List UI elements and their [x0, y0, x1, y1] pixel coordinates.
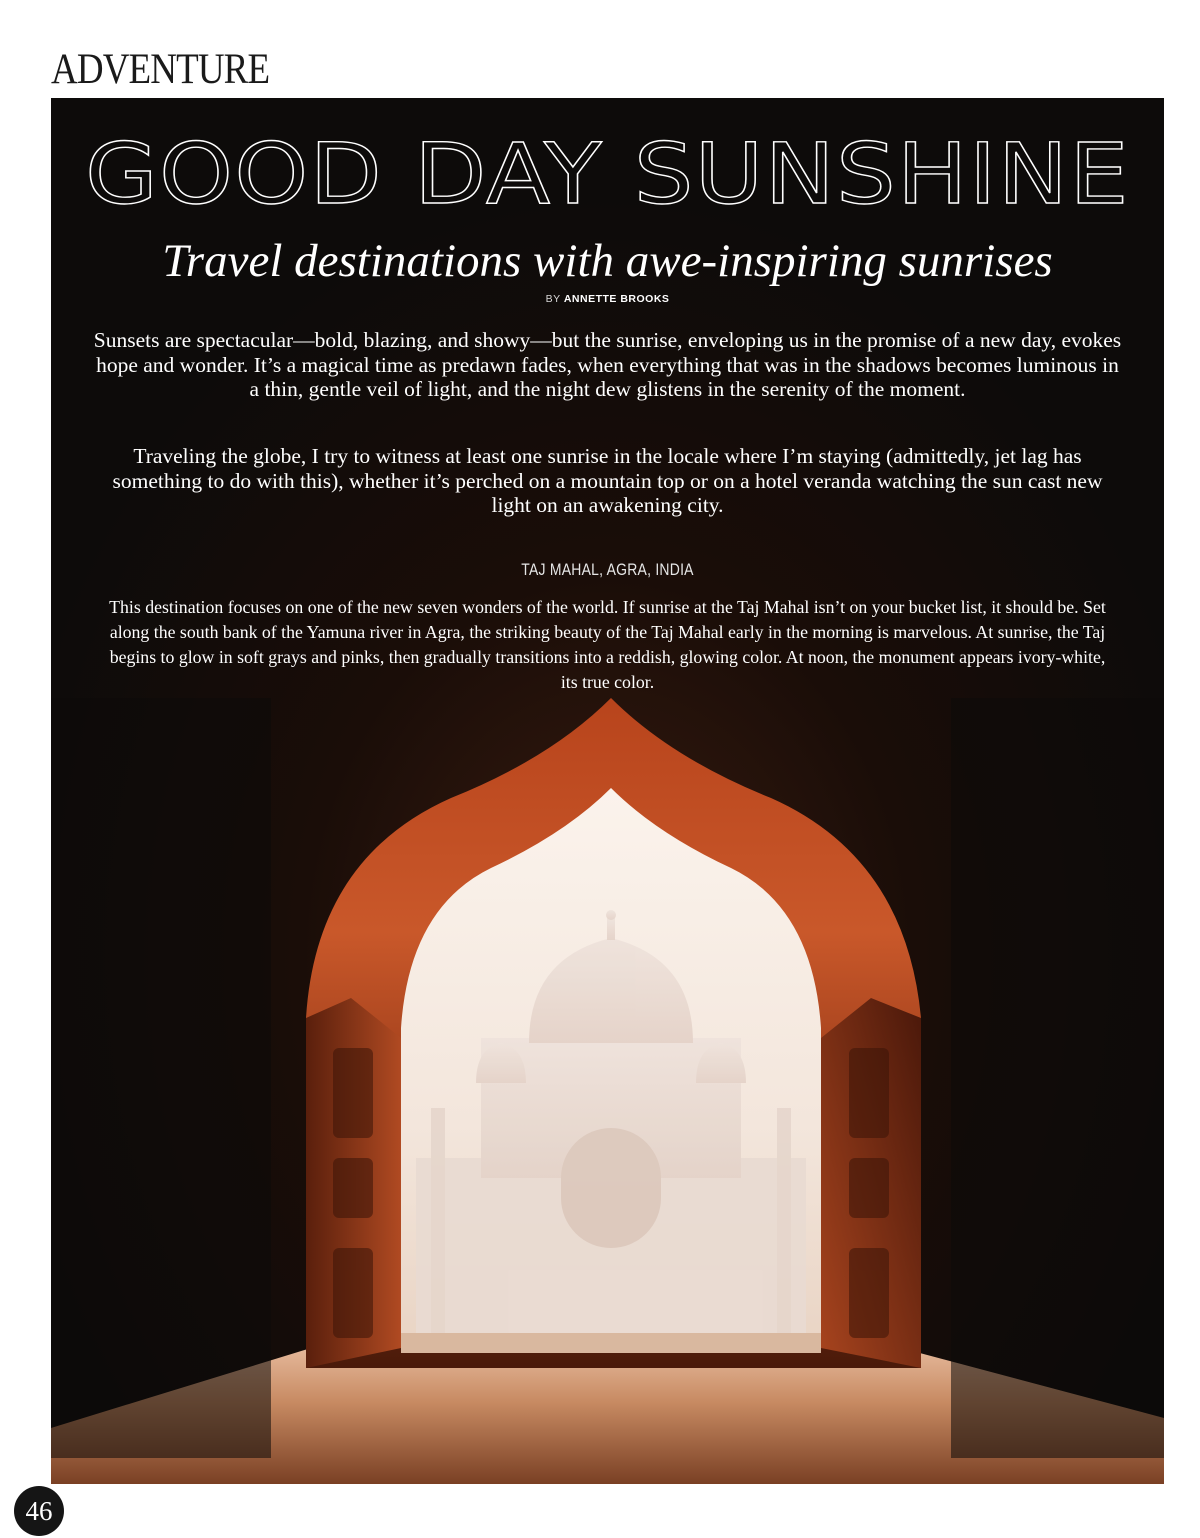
- article-subtitle: Travel destinations with awe-inspiring sunrises: [162, 235, 1053, 287]
- article-title: GOOD DAY SUNSHINE: [85, 125, 1130, 223]
- destination-heading: TAJ MAHAL, AGRA, INDIA: [521, 560, 694, 579]
- section-label: ADVENTURE: [51, 46, 270, 93]
- article-panel: [51, 98, 1164, 1484]
- page-number: 46: [14, 1486, 64, 1536]
- author-name: ANNETTE BROOKS: [563, 293, 670, 305]
- byline: [51, 293, 1164, 305]
- intro-paragraph-2: Traveling the globe, I try to witness at least one sunrise in the locale where I’m staying (admittedly, jet lag has something to do with this), whether it’s perched on a mountain top or on a hotel veranda watching the sun cast new light on an awakening city.: [112, 444, 1103, 517]
- intro-paragraph-1: Sunsets are spectacular—bold, blazing, and showy—but the sunrise, enveloping us in the promise of a new day, evokes hope and wonder. It’s a magical time as predawn fades, when everything that was in the shadows becomes luminous in a thin, gentle veil of light, and the night dew glistens in the serenity of the moment.: [93, 328, 1122, 401]
- taj-mahal-arch-photo: [51, 98, 1164, 1484]
- destination-text: This destination focuses on one of the new seven wonders of the world. If sunrise at the Taj Mahal isn’t on your bucket list, it should be. Set along the south bank of the Yamuna river in Agra, the striking beauty of the Taj Mahal early in the morning is marvelous. At sunrise, the Taj begins to glow in soft grays and pinks, then gradually transitions into a reddish, glowing color. At noon, the monument appears ivory-white, its true color.: [109, 597, 1106, 692]
- byline-prefix: BY: [545, 293, 561, 305]
